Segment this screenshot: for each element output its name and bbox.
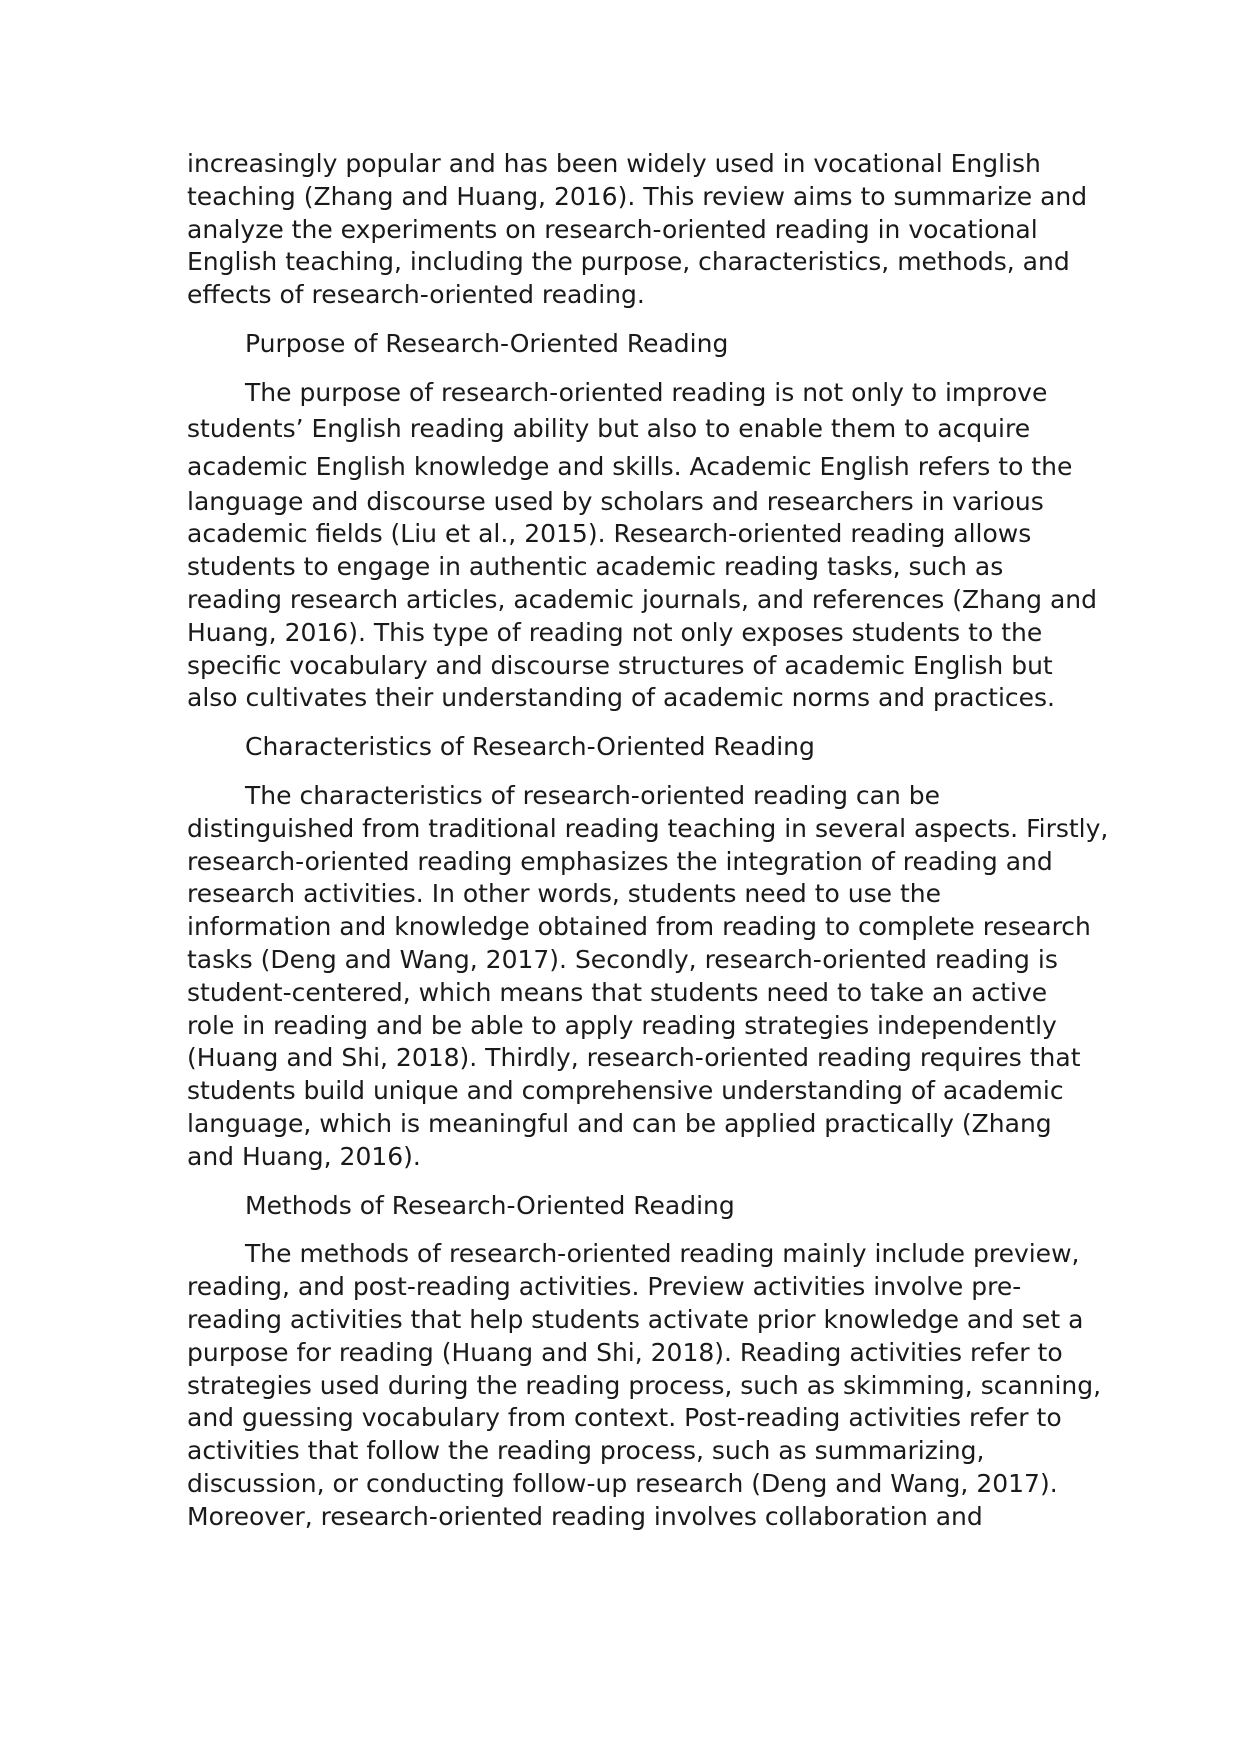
paragraph-line: students build unique and comprehensive understanding of academic (187, 1076, 1064, 1106)
paragraph-line: research-oriented reading emphasizes the integration of reading and (187, 846, 1053, 876)
section-paragraph-methods (187, 1238, 1102, 1533)
paragraph-line: specific vocabulary and discourse structures of academic English but (187, 650, 1053, 680)
section-paragraph-purpose (187, 377, 1097, 715)
paragraph-line: Moreover, research-oriented reading involves collaboration and (187, 1501, 983, 1531)
paragraph-line: tasks (Deng and Wang, 2017). Secondly, research-oriented reading is (187, 944, 1058, 974)
paragraph-line: reading research articles, academic journals, and references (Zhang and (187, 584, 1097, 614)
paragraph-line: effects of research-oriented reading. (187, 280, 645, 310)
paragraph-line: language, which is meaningful and can be applied practically (Zhang (187, 1108, 1052, 1138)
section-heading-purpose: Purpose of Research-Oriented Reading (245, 328, 729, 358)
paragraph-line: information and knowledge obtained from reading to complete research (187, 912, 1091, 942)
paragraph-line: The characteristics of research-oriented reading can be (245, 780, 941, 810)
paragraph-line: also cultivates their understanding of academic norms and practices. (187, 683, 1055, 713)
paragraph-line: activities that follow the reading process, such as summarizing, (187, 1436, 985, 1466)
paragraph-line: and Huang, 2016). (187, 1141, 421, 1171)
paragraph-line: strategies used during the reading process, such as skimming, scanning, (187, 1370, 1102, 1400)
paragraph-line: distinguished from traditional reading teaching in several aspects. Firstly, (187, 813, 1109, 843)
paragraph-line: reading activities that help students activate prior knowledge and set a (187, 1304, 1084, 1334)
section-heading-characteristics: Characteristics of Research-Oriented Reading (245, 732, 815, 762)
paragraph-line: role in reading and be able to apply reading strategies independently (187, 1010, 1057, 1040)
paragraph-line: students’ English reading ability but also to enable them to acquire (187, 413, 1031, 443)
paragraph-line: students to engage in authentic academic reading tasks, such as (187, 552, 1004, 582)
paragraph-line: language and discourse used by scholars and researchers in various (187, 486, 1044, 516)
paragraph-line: discussion, or conducting follow-up research (Deng and Wang, 2017). (187, 1468, 1058, 1498)
paragraph-line: and guessing vocabulary from context. Post-reading activities refer to (187, 1403, 1062, 1433)
paragraph-line: academic English knowledge and skills. Academic English refers to the (187, 451, 1073, 481)
paragraph-line: The purpose of research-oriented reading is not only to improve (245, 377, 1048, 407)
paragraph-line: teaching (Zhang and Huang, 2016). This review aims to summarize and (187, 181, 1088, 211)
paragraph-line: reading, and post-reading activities. Preview activities involve pre- (187, 1272, 1022, 1302)
section-heading-methods: Methods of Research-Oriented Reading (245, 1190, 735, 1220)
section-paragraph-characteristics (187, 780, 1109, 1174)
paragraph-line: academic fields (Liu et al., 2015). Research-oriented reading allows (187, 519, 1032, 549)
paragraph-line: student-centered, which means that students need to take an active (187, 977, 1048, 1007)
paragraph-line: (Huang and Shi, 2018). Thirdly, research-oriented reading requires that (187, 1043, 1081, 1073)
paragraph-line: English teaching, including the purpose, characteristics, methods, and (187, 247, 1070, 277)
paragraph-line: The methods of research-oriented reading mainly include preview, (245, 1239, 1080, 1269)
paragraph-line: Huang, 2016). This type of reading not only exposes students to the (187, 617, 1043, 647)
paragraph-line: research activities. In other words, students need to use the (187, 879, 942, 909)
paragraph-line: increasingly popular and has been widely used in vocational English (187, 149, 1041, 178)
paragraph-line: analyze the experiments on research-oriented reading in vocational (187, 214, 1038, 244)
intro-paragraph (187, 148, 1088, 312)
body-text (187, 148, 1109, 1549)
paragraph-line: purpose for reading (Huang and Shi, 2018). Reading activities refer to (187, 1337, 1063, 1367)
